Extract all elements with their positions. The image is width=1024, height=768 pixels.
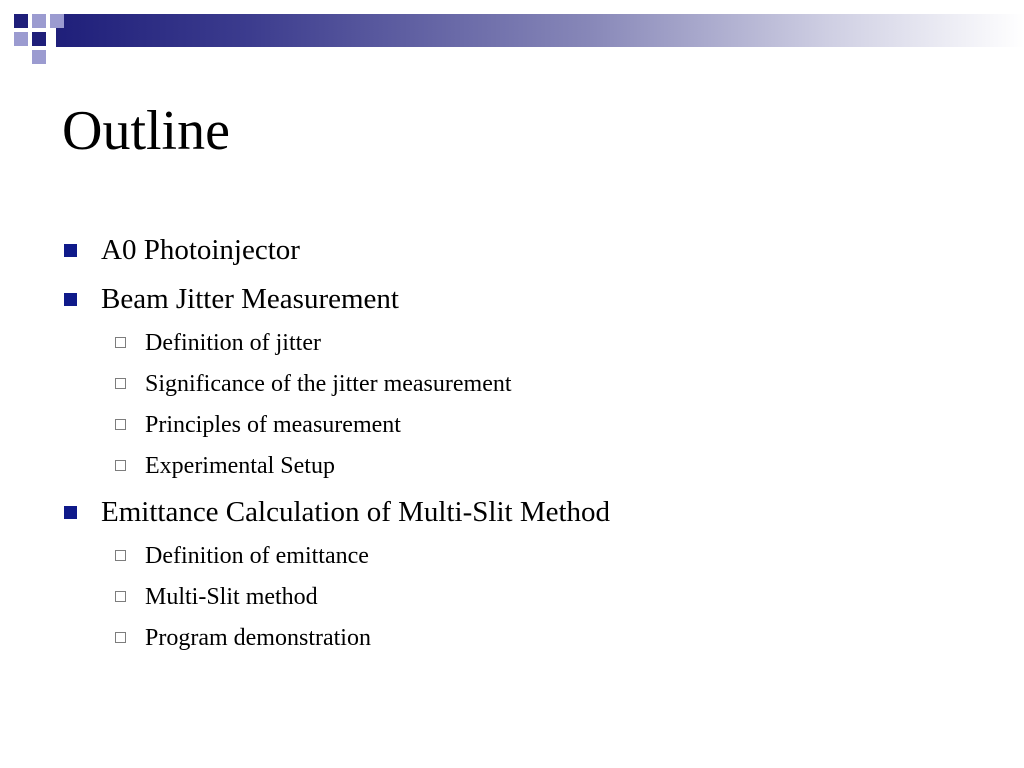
outline-subitem-label: Experimental Setup: [145, 453, 335, 479]
hollow-square-bullet-icon: [115, 337, 126, 348]
square-bullet-icon: [64, 506, 77, 519]
outline-subitem-label: Program demonstration: [145, 625, 371, 651]
outline-item-label: Beam Jitter Measurement: [101, 283, 399, 315]
outline-subitem-label: Significance of the jitter measurement: [145, 371, 512, 397]
outline-subitem-label: Definition of emittance: [145, 543, 369, 569]
hollow-square-bullet-icon: [115, 378, 126, 389]
square-bullet-icon: [64, 293, 77, 306]
square-bullet-icon: [64, 244, 77, 257]
hollow-square-bullet-icon: [115, 550, 126, 561]
outline-subitem-label: Definition of jitter: [145, 330, 321, 356]
outline-subitem-label: Principles of measurement: [145, 412, 401, 438]
slide-title: Outline: [62, 100, 230, 162]
outline-item-label: A0 Photoinjector: [101, 234, 300, 266]
outline-subitem-label: Multi-Slit method: [145, 584, 318, 610]
hollow-square-bullet-icon: [115, 632, 126, 643]
hollow-square-bullet-icon: [115, 460, 126, 471]
outline-item-label: Emittance Calculation of Multi-Slit Method: [101, 496, 611, 528]
hollow-square-bullet-icon: [115, 419, 126, 430]
hollow-square-bullet-icon: [115, 591, 126, 602]
